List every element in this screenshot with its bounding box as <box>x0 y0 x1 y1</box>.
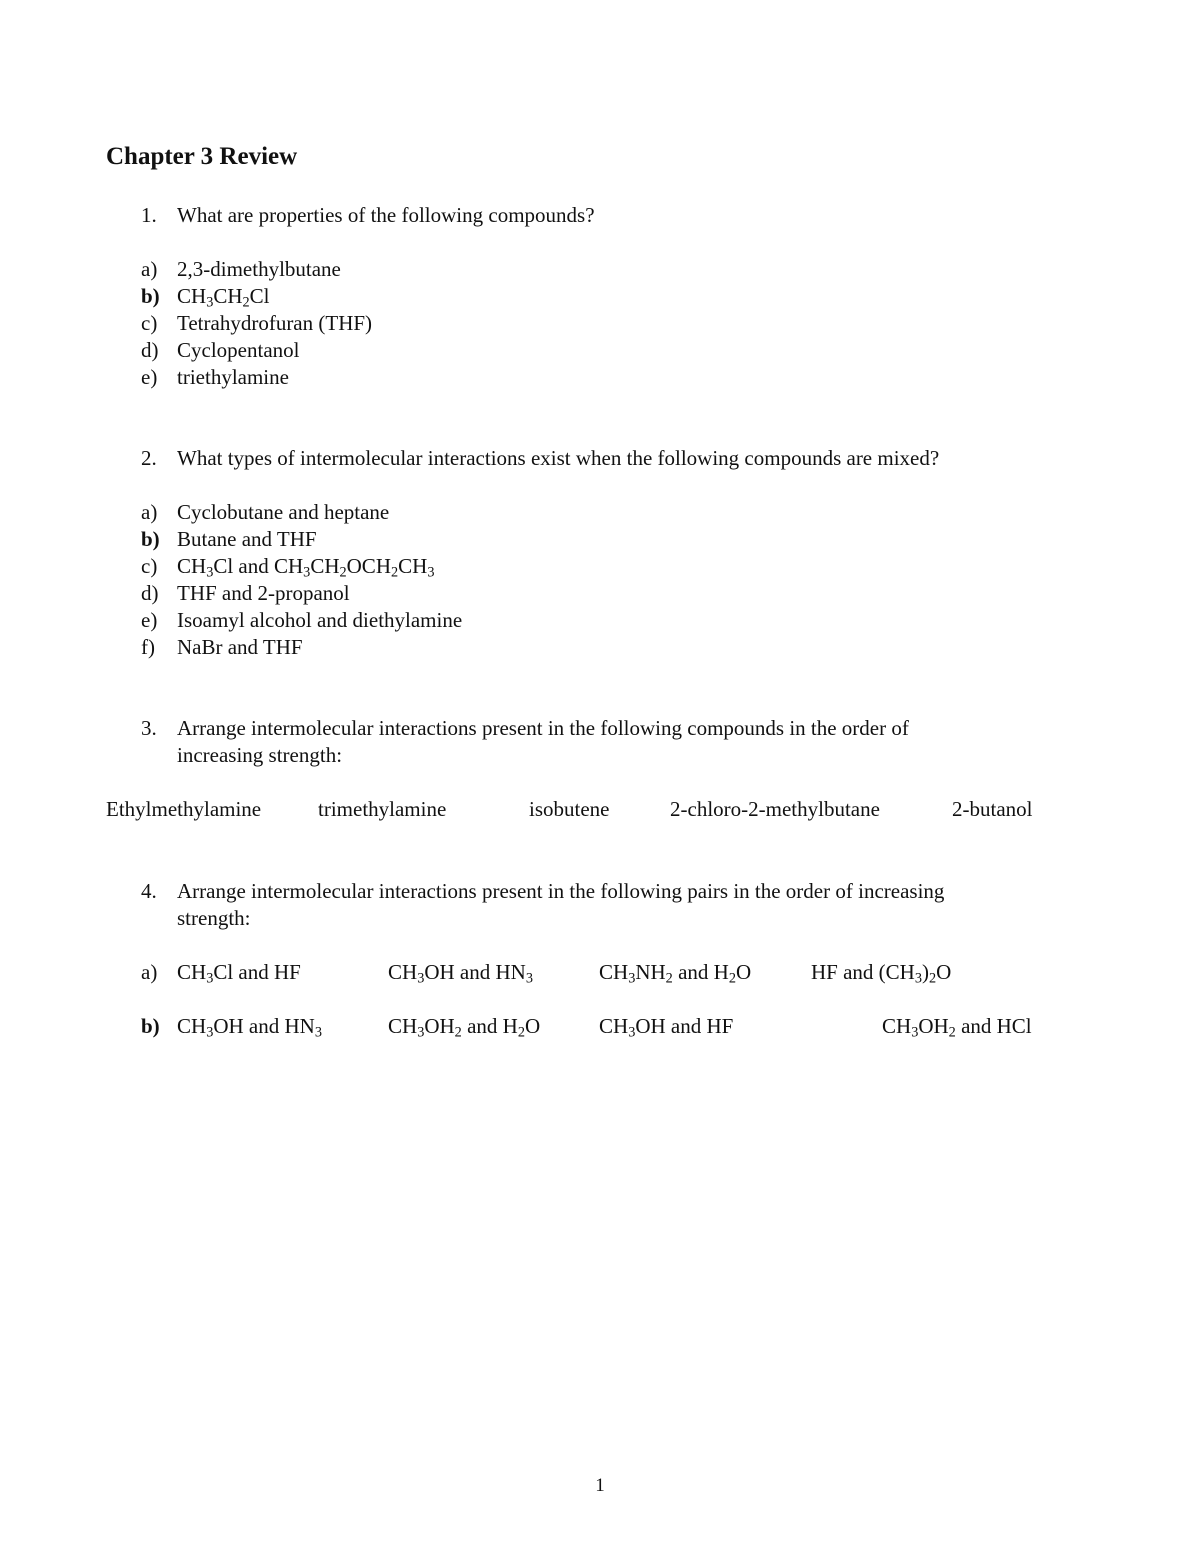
pair: $CH_3Cl$ and HF <box>177 960 301 987</box>
pair: $CH_3NH_2$ and $H_2O$ <box>599 960 752 987</box>
item-label: b) <box>141 284 160 308</box>
pair: $CH_3OH$ and $HN_3$ <box>177 1014 322 1041</box>
question-number: 1. <box>141 203 157 227</box>
list-item: 2,3-dimethylbutane <box>177 257 341 281</box>
compound: 2-butanol <box>952 797 1033 821</box>
list-item: THF and 2-propanol <box>177 581 350 605</box>
page-title: Chapter 3 Review <box>106 143 298 170</box>
item-label: f) <box>141 635 155 659</box>
list-item: $CH_3Cl$ and $CH_3CH_2OCH_2CH_3$ <box>177 554 435 581</box>
pair: $CH_3OH$ and $HN_3$ <box>388 960 533 987</box>
compound: Ethylmethylamine <box>106 797 262 821</box>
question-number: 2. <box>141 446 157 470</box>
compound: 2-chloro-2-methylbutane <box>670 797 880 821</box>
list-item: NaBr and THF <box>177 635 303 659</box>
item-label: b) <box>141 1014 160 1038</box>
item-label: d) <box>141 338 159 362</box>
pair: $CH_3OH_2$ and HCl <box>882 1014 1032 1041</box>
pair: $CH_3OH_2$ and $H_2O$ <box>388 1014 541 1041</box>
question-text-line-1: Arrange intermolecular interactions present in the following pairs in the order of increasing <box>177 879 945 903</box>
list-item: triethylamine <box>177 365 289 389</box>
question-text-line-2: increasing strength: <box>177 743 343 767</box>
list-item: Cyclopentanol <box>177 338 300 362</box>
question-text-line-1: Arrange intermolecular interactions present in the following compounds in the order of <box>177 716 909 740</box>
page-number: 1 <box>595 1475 605 1496</box>
question-text: What are properties of the following compounds? <box>177 203 595 227</box>
list-item: Cyclobutane and heptane <box>177 500 390 524</box>
compound: trimethylamine <box>318 797 447 821</box>
question-number: 4. <box>141 879 157 903</box>
question-number: 3. <box>141 716 157 740</box>
item-label: e) <box>141 608 158 632</box>
item-label: a) <box>141 960 158 984</box>
item-label: c) <box>141 311 158 335</box>
item-label: b) <box>141 527 160 551</box>
compound: isobutene <box>529 797 610 821</box>
item-label: a) <box>141 500 158 524</box>
item-label: d) <box>141 581 159 605</box>
question-text-line-2: strength: <box>177 906 251 930</box>
list-item: Isoamyl alcohol and diethylamine <box>177 608 463 632</box>
pair: $CH_3OH$ and HF <box>599 1014 734 1041</box>
item-label: a) <box>141 257 158 281</box>
list-item: Butane and THF <box>177 527 317 551</box>
question-text: What types of intermolecular interactions exist when the following compounds are mixed? <box>177 446 940 470</box>
item-label: c) <box>141 554 158 578</box>
item-label: e) <box>141 365 158 389</box>
list-item: Tetrahydrofuran (THF) <box>177 311 373 335</box>
pair: HF and $(CH_3)_2O$ <box>811 960 952 987</box>
list-item: $CH_3CH_2Cl$ <box>177 284 270 311</box>
